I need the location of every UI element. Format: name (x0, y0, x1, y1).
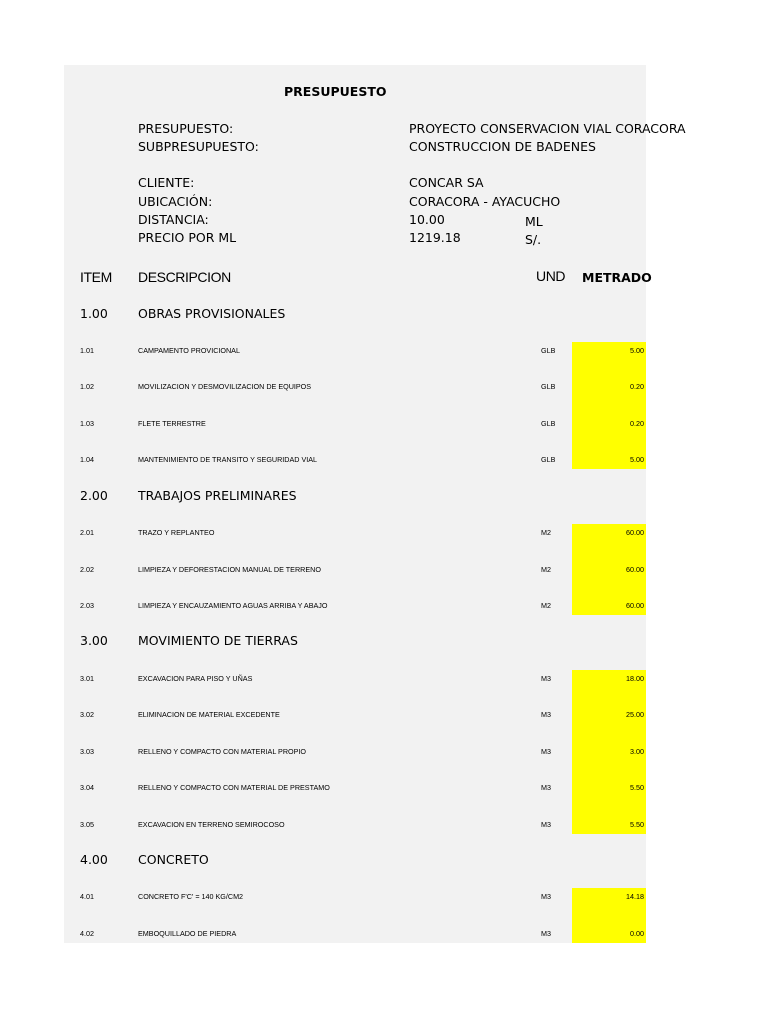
section-number: 1.00 (80, 306, 108, 321)
item-unit: M2 (541, 601, 551, 610)
item-description: RELLENO Y COMPACTO CON MATERIAL PROPIO (138, 747, 307, 756)
item-number: 2.01 (80, 528, 94, 537)
field-value-ubicacion: CORACORA - AYACUCHO (409, 194, 561, 209)
document-title: PRESUPUESTO (284, 84, 387, 99)
column-header-metrado: METRADO (582, 270, 652, 285)
item-description: ELIMINACION DE MATERIAL EXCEDENTE (138, 710, 280, 719)
item-metrado: 0.00 (630, 929, 644, 938)
item-description: LIMPIEZA Y DEFORESTACION MANUAL DE TERRENO (138, 565, 321, 574)
item-number: 3.01 (80, 674, 94, 683)
section-title: OBRAS PROVISIONALES (138, 306, 286, 321)
item-metrado: 18.00 (626, 674, 644, 683)
item-unit: M3 (541, 674, 551, 683)
item-description: FLETE TERRESTRE (138, 419, 206, 428)
column-header-item: ITEM (80, 269, 112, 285)
field-label-subpresupuesto: SUBPRESUPUESTO: (138, 139, 259, 154)
item-number: 2.03 (80, 601, 94, 610)
field-label-presupuesto: PRESUPUESTO: (138, 121, 234, 136)
item-description: EMBOQUILLADO DE PIEDRA (138, 929, 237, 938)
field-value-presupuesto: PROYECTO CONSERVACION VIAL CORACORA (409, 121, 686, 136)
item-metrado: 5.50 (630, 783, 644, 792)
section-number: 3.00 (80, 633, 108, 648)
item-number: 3.04 (80, 783, 94, 792)
item-metrado: 0.20 (630, 419, 644, 428)
field-value-subpresupuesto: CONSTRUCCION DE BADENES (409, 139, 596, 154)
item-unit: GLB (541, 346, 556, 355)
item-unit: GLB (541, 419, 556, 428)
column-header-descripcion: DESCRIPCION (138, 269, 231, 285)
item-number: 3.03 (80, 747, 94, 756)
item-unit: M3 (541, 929, 551, 938)
item-unit: M2 (541, 528, 551, 537)
item-metrado: 5.00 (630, 455, 644, 464)
item-unit: M3 (541, 820, 551, 829)
item-unit: M3 (541, 710, 551, 719)
item-unit: M3 (541, 747, 551, 756)
section-number: 2.00 (80, 488, 108, 503)
item-description: CONCRETO F'C' = 140 KG/CM2 (138, 892, 244, 901)
item-metrado: 0.20 (630, 382, 644, 391)
section-number: 4.00 (80, 852, 108, 867)
field-unit-distancia: ML (525, 214, 543, 229)
item-description: MANTENIMIENTO DE TRANSITO Y SEGURIDAD VIAL (138, 455, 318, 464)
field-label-distancia: DISTANCIA: (138, 212, 209, 227)
item-metrado: 60.00 (626, 528, 644, 537)
item-number: 1.01 (80, 346, 94, 355)
item-unit: M3 (541, 892, 551, 901)
field-label-ubicacion: UBICACIÓN: (138, 194, 213, 209)
item-description: EXCAVACION PARA PISO Y UÑAS (138, 674, 253, 683)
item-number: 4.02 (80, 929, 94, 938)
item-number: 4.01 (80, 892, 94, 901)
item-number: 1.03 (80, 419, 94, 428)
item-description: LIMPIEZA Y ENCAUZAMIENTO AGUAS ARRIBA Y ABAJO (138, 601, 328, 610)
item-unit: M2 (541, 565, 551, 574)
column-header-und: UND (536, 268, 566, 284)
item-unit: GLB (541, 455, 556, 464)
item-number: 3.05 (80, 820, 94, 829)
metrado-highlight (572, 342, 646, 469)
item-number: 2.02 (80, 565, 94, 574)
item-number: 1.04 (80, 455, 94, 464)
field-value-precio: 1219.18 (409, 230, 461, 245)
item-metrado: 60.00 (626, 601, 644, 610)
item-description: TRAZO Y REPLANTEO (138, 528, 215, 537)
item-unit: M3 (541, 783, 551, 792)
field-unit-precio: S/. (525, 232, 542, 247)
item-description: MOVILIZACION Y DESMOVILIZACION DE EQUIPOS (138, 382, 312, 391)
item-number: 3.02 (80, 710, 94, 719)
section-title: CONCRETO (138, 852, 209, 867)
item-metrado: 60.00 (626, 565, 644, 574)
item-metrado: 14.18 (626, 892, 644, 901)
item-metrado: 25.00 (626, 710, 644, 719)
item-description: EXCAVACION EN TERRENO SEMIROCOSO (138, 820, 285, 829)
item-metrado: 5.00 (630, 346, 644, 355)
item-metrado: 3.00 (630, 747, 644, 756)
section-title: TRABAJOS PRELIMINARES (138, 488, 297, 503)
field-label-cliente: CLIENTE: (138, 175, 195, 190)
field-label-precio: PRECIO POR ML (138, 230, 237, 245)
item-description: RELLENO Y COMPACTO CON MATERIAL DE PRESTAMO (138, 783, 330, 792)
budget-sheet (64, 65, 686, 943)
field-value-distancia: 10.00 (409, 212, 445, 227)
item-description: CAMPAMENTO PROVICIONAL (138, 346, 240, 355)
item-number: 1.02 (80, 382, 94, 391)
item-unit: GLB (541, 382, 556, 391)
section-title: MOVIMIENTO DE TIERRAS (138, 633, 298, 648)
field-value-cliente: CONCAR SA (409, 175, 484, 190)
item-metrado: 5.50 (630, 820, 644, 829)
